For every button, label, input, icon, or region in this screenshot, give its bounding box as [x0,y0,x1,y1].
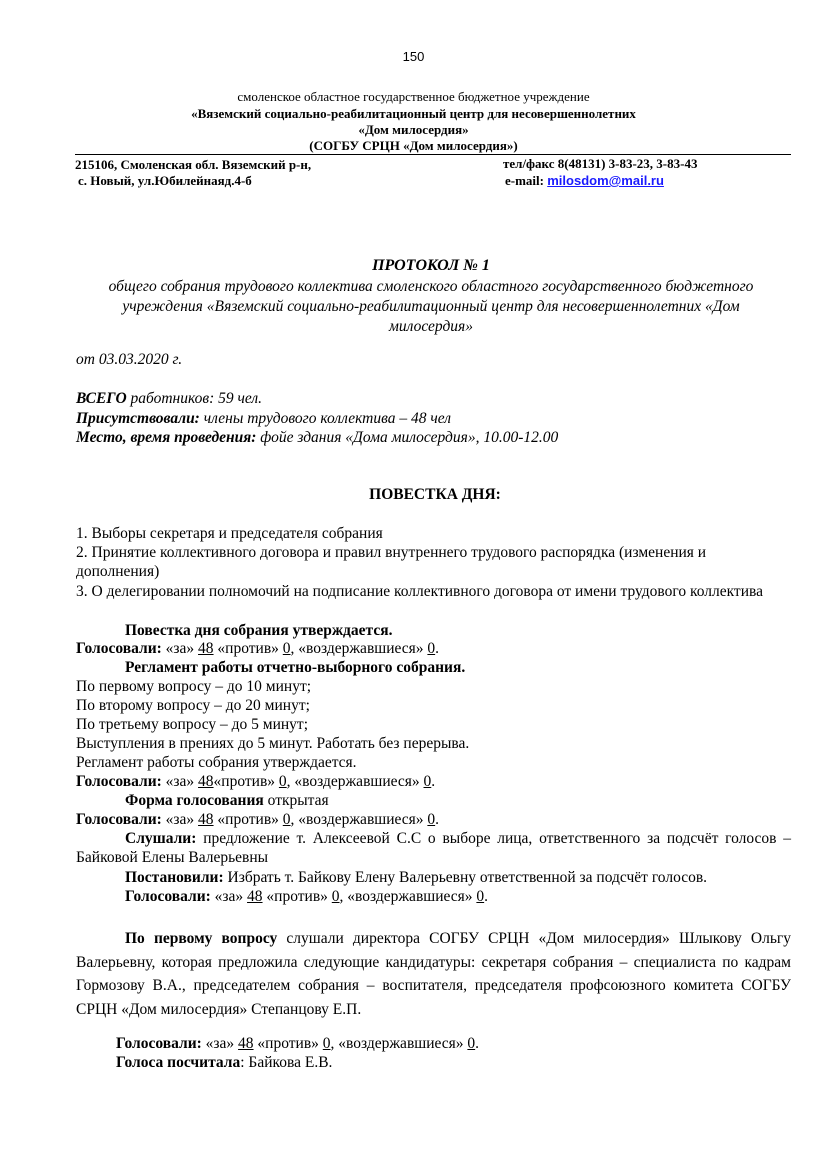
vote-line-1: Голосовали: «за» 48 «против» 0, «воздержавшиеся» 0. [76,640,440,657]
vote-form [125,791,725,810]
org-name: «Вяземский социально-реабилитационный центр для несовершеннолетних [191,106,636,121]
vote-abstain: «воздержавшиеся» [347,888,473,905]
agenda-item-3: 3. О делегировании полномочий на подписание коллективного договора от имени трудового коллектива [76,583,763,600]
vote-against-count: 0 [282,640,291,657]
regulation-item-2: По второму вопросу – до 20 минут; [76,697,310,714]
heard-label: Слушали: [125,830,197,847]
org-abbrev: (СОГБУ СРЦН «Дом милосердия») [309,138,518,153]
vote-against-count: 0 [278,773,287,790]
vote-for: «за» [165,773,195,790]
decided-label: Постановили: [125,869,224,886]
total-text: работников: 59 чел. [130,390,263,407]
phone: тел/факс 8(48131) 3-83-23, 3-83-43 [503,156,698,171]
total-workers [76,389,262,409]
present-text: члены трудового коллектива – 48 чел [203,410,452,427]
address-line-1: 215106, Смоленская обл. Вяземский р-н, [75,157,312,172]
vote-abstain-count: 0 [427,811,436,828]
email-label: e-mail: [505,173,544,188]
vote-abstain: «воздержавшиеся» [294,773,420,790]
vote-against-count: 0 [282,811,291,828]
vote-for: «за» [165,640,195,657]
vote-abstain: «воздержавшиеся» [298,640,424,657]
vote-abstain-count: 0 [467,1035,476,1052]
vote-for: «за» [214,888,244,905]
protocol-title: ПРОТОКОЛ № 1 [372,257,490,274]
vote-for-count: 48 [198,811,214,828]
org-name-quoted: «Дом милосердия» [358,122,469,137]
vote-for-count: 48 [198,640,214,657]
address-line-2: с. Новый, ул.Юбилейнаяд.4-б [78,173,252,188]
place-text: фойе здания «Дома милосердия», 10.00-12.00 [260,429,559,446]
regulation-title: Регламент работы отчетно-выборного собрания. [125,659,466,676]
agenda-approved: Повестка дня собрания утверждается. [125,622,393,639]
vote-line-2: Голосовали: «за» 48«против» 0, «воздержавшиеся» 0. [76,773,436,790]
agenda-item-2: 2. Принятие коллективного договора и правил внутреннего трудового распорядка (изменения и дополнения) [76,544,707,580]
decided-text: Избрать т. Байкову Елену Валерьевну ответственной за подсчёт голосов. [227,869,708,886]
vote-against: «против» [217,640,279,657]
email-link[interactable]: milosdom@mail.ru [547,173,664,188]
votes-counted-text: : Байкова Е.В. [240,1054,333,1071]
first-question-paragraph [76,927,791,1021]
heard-paragraph [76,829,791,867]
total-label: ВСЕГО [76,390,127,407]
agenda-item-1: 1. Выборы секретаря и председателя собрания [76,525,383,542]
present [76,409,451,429]
heard-text: предложение т. Алексеевой С.С о выборе лица, ответственного за подсчёт голосов – Байковой Елены Валерьевны [76,830,792,866]
vote-for-count: 48 [198,773,214,790]
place-time [76,428,558,448]
vote-label: Голосовали: [76,773,162,790]
vote-abstain: «воздержавшиеся» [298,811,424,828]
vote-form-value: открытая [267,792,329,809]
vote-abstain-count: 0 [476,888,485,905]
regulation-item-4: Выступления в прениях до 5 минут. Работать без перерыва. [76,735,470,752]
vote-for: «за» [205,1035,235,1052]
vote-abstain-count: 0 [427,640,436,657]
vote-for-count: 48 [247,888,263,905]
vote-label: Голосовали: [76,811,162,828]
vote-line-5: Голосовали: «за» 48 «против» 0, «воздержавшиеся» 0. [116,1035,480,1052]
agenda-title: ПОВЕСТКА ДНЯ: [369,486,501,503]
vote-line-3: Голосовали: «за» 48 «против» 0, «воздержавшиеся» 0. [76,811,440,828]
vote-against: «против» [217,811,279,828]
page-number: 150 [402,49,425,64]
vote-against-count: 0 [322,1035,331,1052]
vote-line-4: Голосовали: «за» 48 «против» 0, «воздержавшиеся» 0. [125,888,489,905]
vote-form-label: Форма голосования [125,792,264,809]
org-type: смоленское областное государственное бюджетное учреждение [237,89,590,104]
vote-label: Голосовали: [125,888,211,905]
vote-for: «за» [165,811,195,828]
vote-against: «против» [266,888,328,905]
vote-against: «против» [257,1035,319,1052]
vote-abstain-count: 0 [423,773,432,790]
place-label: Место, время проведения: [76,429,257,446]
regulation-approved: Регламент работы собрания утверждается. [76,754,357,771]
protocol-subtitle: общего собрания трудового коллектива смоленского областного государственного бюджетного учреждения «Вяземский социально-реабилитационный центр для несовершеннолетних «Дом милосердия» [108,278,754,335]
votes-counted-label: Голоса посчитала [116,1054,241,1071]
vote-label: Голосовали: [76,640,162,657]
email-row [505,173,664,189]
header-divider [75,154,791,155]
first-question-text: слушали директора СОГБУ СРЦН «Дом милосердия» Шлыкову Ольгу Валерьевну, которая предложила следующие кандидатуры: секретаря собрания – специалиста по кадрам Гормозову В.А., председателем собрания – воспитателя, председателя профсоюзного комитета СОГБУ СРЦН «Дом милосердия» Степанцову Е.П. [76,930,791,1018]
decided-line [125,868,791,887]
vote-against-count: 0 [331,888,340,905]
vote-abstain: «воздержавшиеся» [338,1035,464,1052]
present-label: Присутствовали: [76,410,200,427]
regulation-item-3: По третьему вопросу – до 5 минут; [76,716,309,733]
votes-counted [116,1053,766,1072]
protocol-date: от 03.03.2020 г. [76,351,183,368]
first-question-label: По первому вопросу [125,930,278,947]
vote-label: Голосовали: [116,1035,202,1052]
vote-against: «против» [213,773,276,790]
vote-for-count: 48 [238,1035,254,1052]
regulation-item-1: По первому вопросу – до 10 минут; [76,678,312,695]
